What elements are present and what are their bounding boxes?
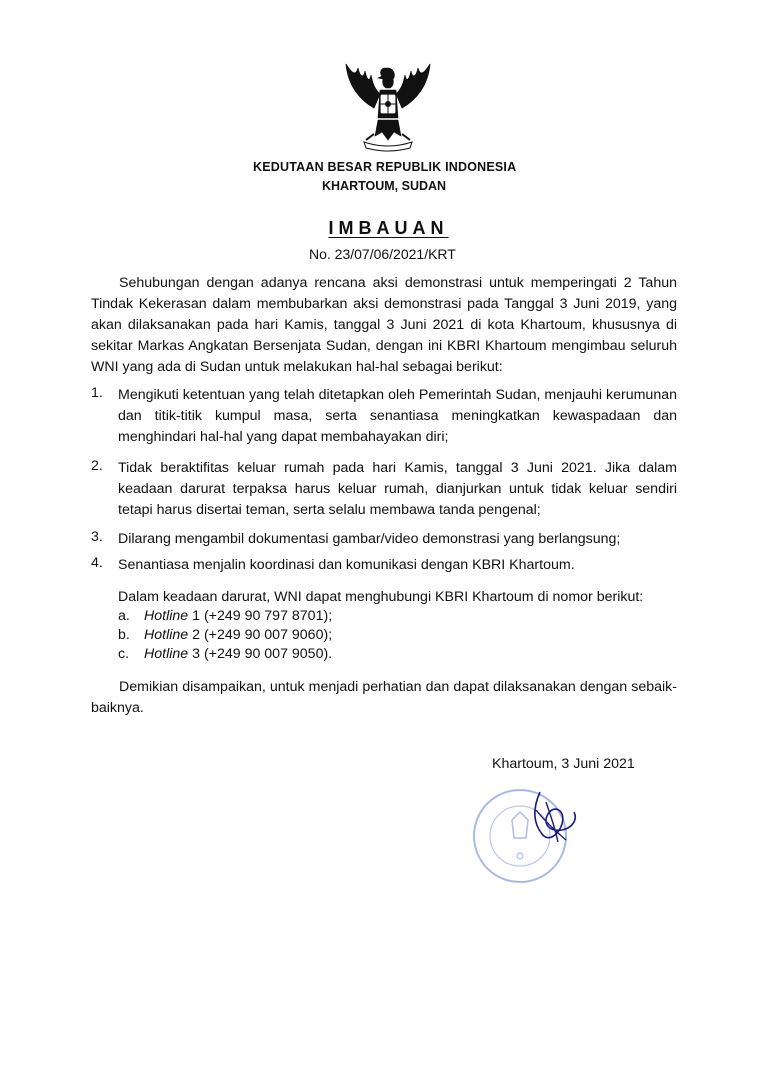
hotline-c-number: 3 (+249 90 007 9050). [188, 646, 333, 662]
hotline-c-letter: c. [118, 646, 130, 662]
hotline-a-letter: a. [118, 608, 130, 624]
list-item-4-text: Senantiasa menjalin koordinasi dan komunikasi dengan KBRI Khartoum. [118, 557, 575, 573]
embassy-name: KEDUTAAN BESAR REPUBLIK INDONESIA [253, 160, 517, 174]
hotline-b [144, 627, 332, 643]
embassy-location: KHARTOUM, SUDAN [322, 179, 447, 193]
hotline-c [144, 646, 332, 662]
official-stamp-signature-icon [462, 780, 592, 890]
document-title: IMBAUAN [328, 218, 449, 238]
closing-paragraph: Demikian disampaikan, untuk menjadi perhatian dan dapat dilaksanakan dengan sebaik-baiknya. [91, 679, 677, 716]
list-item-2-number: 2. [91, 458, 103, 474]
document-number: No. 23/07/06/2021/KRT [309, 246, 456, 262]
hotline-a-number: 1 (+249 90 797 8701); [188, 608, 333, 624]
hotline-c-label: Hotline [144, 646, 189, 662]
list-item-1-number: 1. [91, 385, 103, 401]
hotline-b-letter: b. [118, 627, 130, 643]
contact-intro: Dalam keadaan darurat, WNI dapat menghubungi KBRI Khartoum di nomor berikut: [118, 589, 644, 605]
hotline-b-label: Hotline [144, 627, 189, 643]
list-item-3-number: 3. [91, 529, 103, 545]
list-item-4-number: 4. [91, 555, 103, 571]
hotline-a-label: Hotline [144, 608, 189, 624]
intro-paragraph: Sehubungan dengan adanya rencana aksi demonstrasi untuk memperingati 2 Tahun Tindak Kekerasan dalam membubarkan aksi demonstrasi pada Tanggal 3 Juni 2019, yang akan dilaksanakan pada hari Kamis, tanggal 3 Juni 2021 di kota Khartoum, khususnya di sekitar Markas Angkatan Bersenjata Sudan, dengan ini KBRI Khartoum mengimbau seluruh WNI yang ada di Sudan untuk melakukan hal-hal sebagai berikut: [91, 275, 677, 375]
list-item-2-text: Tidak beraktifitas keluar rumah pada hari Kamis, tanggal 3 Juni 2021. Jika dalam keadaan darurat terpaksa harus keluar rumah, dianjurkan untuk tidak keluar sendiri tetapi harus disertai teman, serta selalu membawa tanda pengenal; [118, 460, 677, 518]
list-item-3-text: Dilarang mengambil dokumentasi gambar/video demonstrasi yang berlangsung; [118, 531, 621, 547]
hotline-a [144, 608, 332, 624]
place-and-date: Khartoum, 3 Juni 2021 [492, 756, 635, 772]
garuda-emblem-icon [338, 56, 438, 152]
hotline-b-number: 2 (+249 90 007 9060); [188, 627, 333, 643]
list-item-1-text: Mengikuti ketentuan yang telah ditetapkan oleh Pemerintah Sudan, menjauhi kerumunan dan titik-titik kumpul masa, serta senantiasa meningkatkan kewaspadaan dan menghindari hal-hal yang dapat membahayakan diri; [118, 387, 677, 445]
